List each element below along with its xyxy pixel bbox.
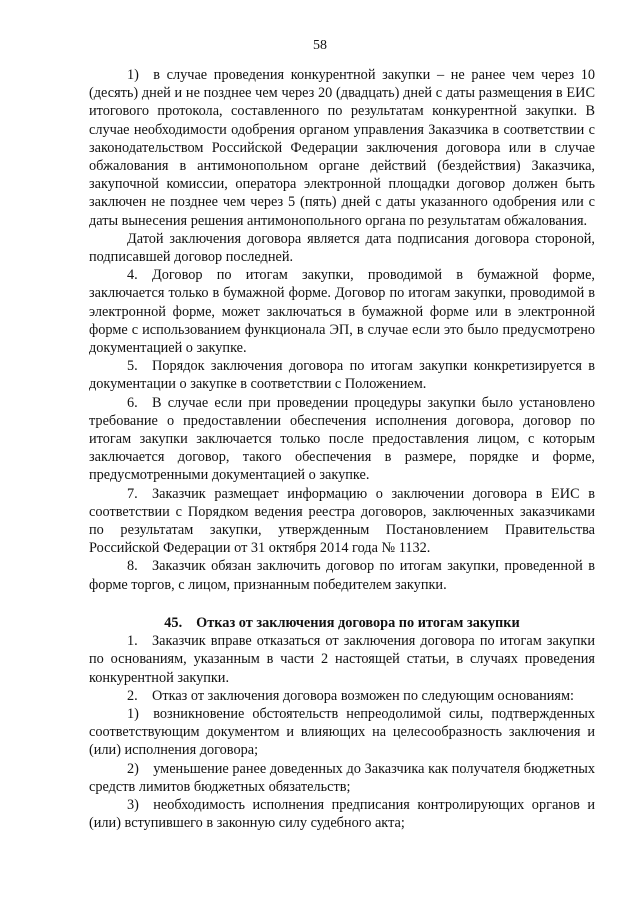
page-number: 58 — [313, 38, 327, 53]
paragraph-ground-2: 2) уменьшение ранее доведенных до Заказчика как получателя бюджетных средств лимитов бюджетных обязательств; — [89, 760, 595, 795]
document-body — [89, 66, 595, 832]
paragraph-item-8: 8. Заказчик обязан заключить договор по итогам закупки, проведенной в форме торгов, с лицом, признанным победителем закупки. — [89, 558, 595, 593]
paragraph-item-1-competitive: 1) в случае проведения конкурентной закупки – не ранее чем через 10 (десять) дней и не позднее чем через 20 (двадцать) дней с даты размещения в ЕИС итогового протокола, составленного по результатам конкурентной закупки. В случае необходимости одобрения органом управления Заказчика в соответствии с законодательством Российской Федерации заключения договора или в случае обжалования в антимонопольном органе действий (бездействия) Заказчика, закупочной комиссии, оператора электронной площадки договор должен быть заключен не позднее чем через 5 (пять) дней с даты указанного одобрения или с даты вынесения решения антимонопольного органа по результатам обжалования. — [89, 67, 595, 229]
paragraph-item-4: 4. Договор по итогам закупки, проводимой в бумажной форме, заключается только в бумажной форме. Договор по итогам закупки, проводимой в электронной форме, может заключаться в бумажной форме или в электронной форме с использованием функционала ЭП, в случае если это было предусмотрено документацией о закупке. — [89, 267, 595, 357]
paragraph-refusal-1: 1. Заказчик вправе отказаться от заключения договора по итогам закупки по основаниям, указанным в части 2 настоящей статьи, в случаях проведения конкурентной закупки. — [89, 633, 595, 686]
section-number: 45. — [164, 614, 183, 631]
paragraph-refusal-2: 2. Отказ от заключения договора возможен по следующим основаниям: — [127, 687, 575, 704]
paragraph-ground-3: 3) необходимость исполнения предписания контролирующих органов и (или) вступившего в законную силу судебного акта; — [89, 796, 595, 832]
paragraph-ground-1: 1) возникновение обстоятельств непреодолимой силы, подтвержденных соответствующим документом и влияющих на целесообразность заключения и (или) исполнения договора; — [89, 705, 595, 759]
section-title: Отказ от заключения договора по итогам закупки — [196, 614, 520, 631]
paragraph-item-5: 5. Порядок заключения договора по итогам закупки конкретизируется в документации о закупке в соответствии с Положением. — [89, 358, 595, 393]
paragraph-contract-date: Датой заключения договора является дата подписания договора стороной, подписавшей договор последней. — [89, 230, 595, 266]
section-heading — [89, 614, 595, 632]
paragraph-item-6: 6. В случае если при проведении процедуры закупки было установлено требование о предоставлении обеспечения исполнения договора, договор по итогам закупки заключается только после предоставления лицом, с которым заключается договор, такого обеспечения в размере, порядке и форме, предусмотренными документацией о закупке. — [89, 394, 595, 484]
paragraph-item-7: 7. Заказчик размещает информацию о заключении договора в ЕИС в соответствии с Порядком ведения реестра договоров, заключенных заказчиками по результатам закупки, утвержденным Постановлением Правительства Российской Федерации от 31 октября 2014 года № 1132. — [89, 485, 595, 557]
